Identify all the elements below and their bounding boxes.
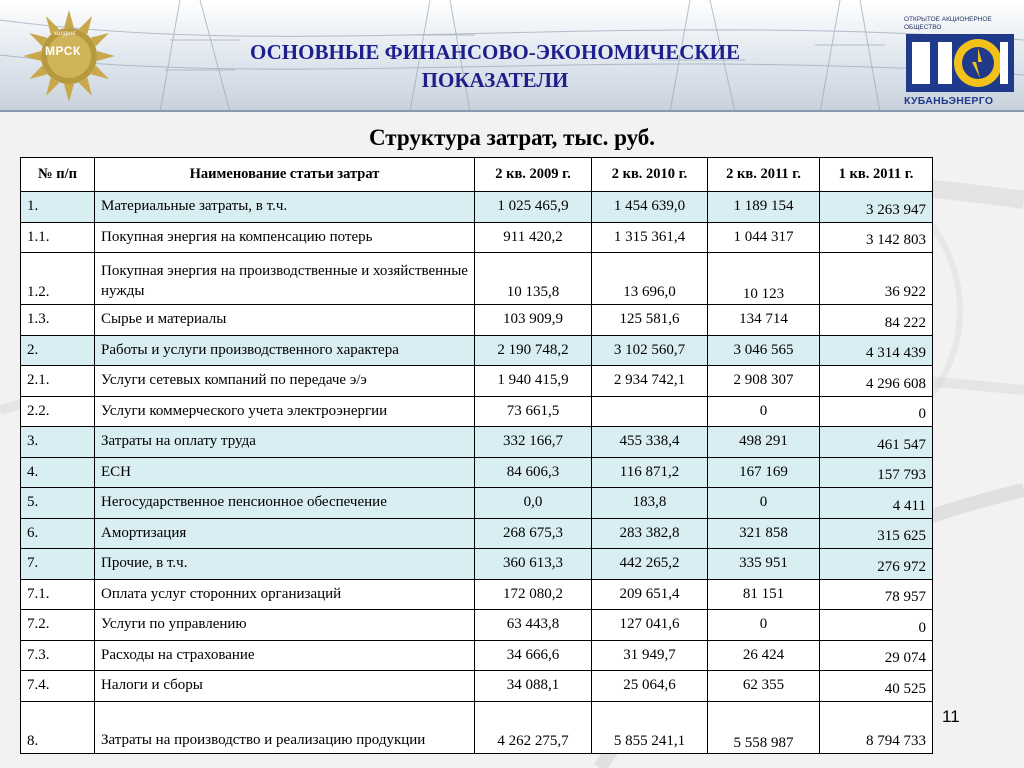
table-cell-v2009: 360 613,3 [475, 549, 592, 580]
table-cell-v2009: 268 675,3 [475, 518, 592, 549]
table-cell-v2011: 3 046 565 [708, 335, 820, 366]
table-row [21, 518, 933, 549]
table-cell-v2011: 1 044 317 [708, 222, 820, 253]
table-cell-v2011q1: 3 263 947 [820, 192, 933, 223]
table-cell-name: Сырье и материалы [95, 305, 475, 336]
table-cell-v2011q1: 0 [820, 396, 933, 427]
table-cell-v2011: 321 858 [708, 518, 820, 549]
page-title-line-1: ОСНОВНЫЕ ФИНАНСОВО-ЭКОНОМИЧЕСКИЕ [250, 40, 740, 64]
table-cell-v2009: 4 262 275,7 [475, 701, 592, 753]
table-cell-v2011: 0 [708, 610, 820, 641]
header-name: Наименование статьи затрат [95, 158, 475, 192]
table-cell-name: Затраты на оплату труда [95, 427, 475, 458]
table-cell-v2011q1: 3 142 803 [820, 222, 933, 253]
cost-structure-table-container [20, 157, 932, 754]
table-cell-num: 6. [21, 518, 95, 549]
table-cell-v2011q1: 276 972 [820, 549, 933, 580]
table-cell-v2011q1: 0 [820, 610, 933, 641]
table-cell-v2011q1: 29 074 [820, 640, 933, 671]
table-cell-v2010: 442 265,2 [592, 549, 708, 580]
table-cell-v2011: 0 [708, 488, 820, 519]
table-cell-num: 1.2. [21, 253, 95, 305]
table-cell-num: 7.1. [21, 579, 95, 610]
table-cell-v2009: 0,0 [475, 488, 592, 519]
table-cell-v2009: 34 666,6 [475, 640, 592, 671]
cost-structure-table [20, 157, 933, 754]
table-cell-name: Работы и услуги производственного характера [95, 335, 475, 366]
header-2009-q2: 2 кв. 2009 г. [475, 158, 592, 192]
table-cell-num: 2. [21, 335, 95, 366]
table-cell-v2011: 498 291 [708, 427, 820, 458]
table-cell-num: 1. [21, 192, 95, 223]
table-cell-v2010: 125 581,6 [592, 305, 708, 336]
table-cell-v2011: 167 169 [708, 457, 820, 488]
table-cell-v2011: 0 [708, 396, 820, 427]
table-cell-v2011q1: 8 794 733 [820, 701, 933, 753]
table-cell-num: 1.3. [21, 305, 95, 336]
table-cell-v2011q1: 84 222 [820, 305, 933, 336]
page-title [150, 38, 840, 94]
table-row [21, 192, 933, 223]
header-2011-q2: 2 кв. 2011 г. [708, 158, 820, 192]
table-cell-v2011: 62 355 [708, 671, 820, 702]
table-row [21, 335, 933, 366]
table-row [21, 253, 933, 305]
table-cell-num: 3. [21, 427, 95, 458]
table-row [21, 396, 933, 427]
table-cell-v2009: 332 166,7 [475, 427, 592, 458]
table-cell-v2009: 10 135,8 [475, 253, 592, 305]
table-cell-v2011q1: 78 957 [820, 579, 933, 610]
table-cell-v2010: 13 696,0 [592, 253, 708, 305]
table-cell-v2011: 26 424 [708, 640, 820, 671]
table-cell-v2011q1: 4 411 [820, 488, 933, 519]
table-cell-v2009: 1 025 465,9 [475, 192, 592, 223]
table-cell-num: 7. [21, 549, 95, 580]
table-cell-name: Услуги коммерческого учета электроэнергии [95, 396, 475, 427]
table-cell-v2010: 209 651,4 [592, 579, 708, 610]
table-cell-v2011: 2 908 307 [708, 366, 820, 397]
table-row [21, 579, 933, 610]
table-cell-name: Амортизация [95, 518, 475, 549]
table-row [21, 366, 933, 397]
table-row [21, 549, 933, 580]
table-cell-v2010: 455 338,4 [592, 427, 708, 458]
table-cell-v2010: 283 382,8 [592, 518, 708, 549]
table-cell-v2010: 1 315 361,4 [592, 222, 708, 253]
table-cell-v2011: 1 189 154 [708, 192, 820, 223]
table-cell-v2011: 335 951 [708, 549, 820, 580]
table-cell-v2010: 31 949,7 [592, 640, 708, 671]
table-cell-v2009: 84 606,3 [475, 457, 592, 488]
table-header-row [21, 158, 933, 192]
table-cell-v2011q1: 4 296 608 [820, 366, 933, 397]
table-cell-v2011: 10 123 [708, 253, 820, 305]
table-row [21, 488, 933, 519]
table-row [21, 610, 933, 641]
kubanenergo-caption: ОТКРЫТОЕ АКЦИОНЕРНОЕ ОБЩЕСТВО [904, 16, 992, 31]
header-banner [0, 0, 1024, 112]
table-cell-v2009: 172 080,2 [475, 579, 592, 610]
kubanenergo-name: КУБАНЬЭНЕРГО [904, 95, 994, 107]
table-cell-v2010: 1 454 639,0 [592, 192, 708, 223]
table-cell-name: Услуги сетевых компаний по передаче э/э [95, 366, 475, 397]
table-cell-v2009: 73 661,5 [475, 396, 592, 427]
table-cell-v2009: 2 190 748,2 [475, 335, 592, 366]
table-cell-v2011q1: 36 922 [820, 253, 933, 305]
table-cell-num: 7.2. [21, 610, 95, 641]
table-cell-v2011q1: 4 314 439 [820, 335, 933, 366]
table-cell-name: Прочие, в т.ч. [95, 549, 475, 580]
table-cell-v2010: 2 934 742,1 [592, 366, 708, 397]
table-cell-v2010: 25 064,6 [592, 671, 708, 702]
table-cell-v2011: 134 714 [708, 305, 820, 336]
table-cell-v2011: 5 558 987 [708, 701, 820, 753]
table-cell-v2010: 183,8 [592, 488, 708, 519]
table-row [21, 640, 933, 671]
table-body [21, 192, 933, 754]
table-title: Структура затрат, тыс. руб. [368, 125, 656, 150]
table-row [21, 222, 933, 253]
page-title-line-2: ПОКАЗАТЕЛИ [421, 68, 569, 92]
table-cell-v2010: 3 102 560,7 [592, 335, 708, 366]
table-cell-num: 2.2. [21, 396, 95, 427]
table-cell-name: Услуги по управлению [95, 610, 475, 641]
table-row [21, 427, 933, 458]
table-cell-v2010: 5 855 241,1 [592, 701, 708, 753]
table-cell-v2011q1: 157 793 [820, 457, 933, 488]
table-cell-v2011q1: 315 625 [820, 518, 933, 549]
table-cell-num: 4. [21, 457, 95, 488]
table-cell-num: 5. [21, 488, 95, 519]
table-cell-v2010: 116 871,2 [592, 457, 708, 488]
table-cell-name: Негосударственное пенсионное обеспечение [95, 488, 475, 519]
table-cell-name: Материальные затраты, в т.ч. [95, 192, 475, 223]
table-cell-v2009: 103 909,9 [475, 305, 592, 336]
table-cell-name: Налоги и сборы [95, 671, 475, 702]
page-number: 11 [942, 707, 960, 726]
table-row [21, 457, 933, 488]
table-cell-v2009: 63 443,8 [475, 610, 592, 641]
table-cell-v2011q1: 461 547 [820, 427, 933, 458]
table-row [21, 671, 933, 702]
header-2010-q2: 2 кв. 2010 г. [592, 158, 708, 192]
table-cell-num: 1.1. [21, 222, 95, 253]
table-row [21, 701, 933, 753]
table-cell-num: 7.4. [21, 671, 95, 702]
table-cell-num: 7.3. [21, 640, 95, 671]
table-cell-name: ЕСН [95, 457, 475, 488]
table-row [21, 305, 933, 336]
table-cell-v2010: 127 041,6 [592, 610, 708, 641]
table-cell-name: Покупная энергия на компенсацию потерь [95, 222, 475, 253]
table-cell-name: Покупная энергия на производственные и хозяйственные нужды [95, 253, 475, 305]
header-2011-q1: 1 кв. 2011 г. [820, 158, 933, 192]
mrsk-logo-text: МРСК [45, 44, 81, 58]
mrsk-logo-subtext: холдинг [54, 31, 76, 37]
table-cell-v2009: 34 088,1 [475, 671, 592, 702]
table-cell-v2011q1: 40 525 [820, 671, 933, 702]
table-cell-name: Затраты на производство и реализацию продукции [95, 701, 475, 753]
table-cell-name: Расходы на страхование [95, 640, 475, 671]
header-number: № п/п [21, 158, 95, 192]
table-cell-num: 2.1. [21, 366, 95, 397]
table-cell-name: Оплата услуг сторонних организаций [95, 579, 475, 610]
table-cell-v2010 [592, 396, 708, 427]
table-cell-v2011: 81 151 [708, 579, 820, 610]
table-cell-num: 8. [21, 701, 95, 753]
table-cell-v2009: 1 940 415,9 [475, 366, 592, 397]
table-cell-v2009: 911 420,2 [475, 222, 592, 253]
